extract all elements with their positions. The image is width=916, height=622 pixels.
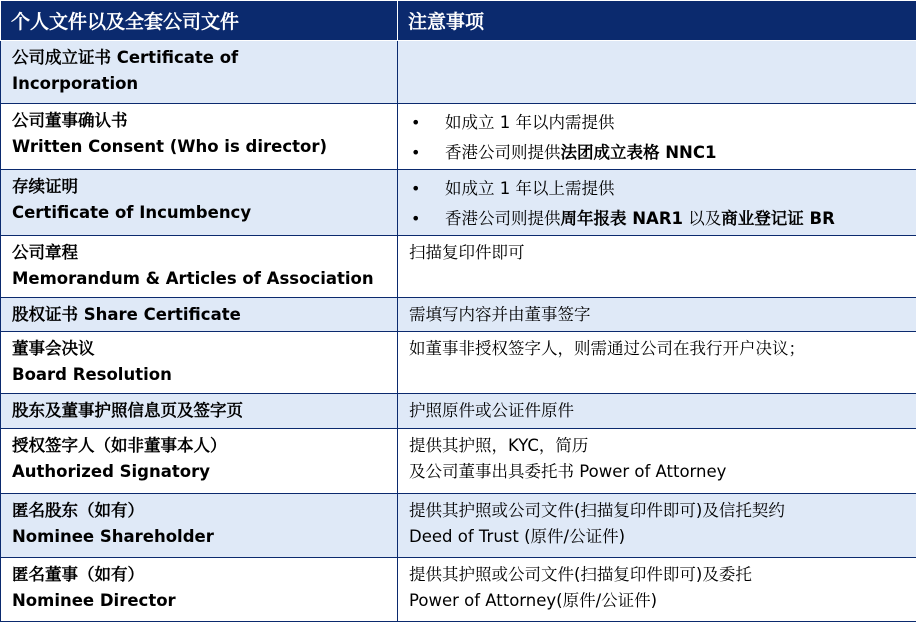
table-row xyxy=(1,494,916,558)
note-text: 护照原件或公证件原件 xyxy=(409,398,905,424)
document-name-en: Written Consent (Who is director) xyxy=(12,134,386,160)
document-name-en: Nominee Shareholder xyxy=(12,524,386,550)
note-text: Deed of Trust (原件/公证件) xyxy=(409,524,905,550)
document-name-en: Certificate of Incumbency xyxy=(12,200,386,226)
document-name: 授权签字人（如非董事本人） xyxy=(12,433,386,459)
note-cell xyxy=(398,494,916,558)
document-name: 公司成立证书 Certificate of xyxy=(12,45,386,71)
document-name: 股东及董事护照信息页及签字页 xyxy=(12,398,386,424)
document-name: 公司章程 xyxy=(12,240,386,266)
document-name: 匿名股东（如有） xyxy=(12,498,386,524)
document-cell xyxy=(1,170,398,236)
note-bullet-list xyxy=(409,108,905,168)
document-name: 公司董事确认书 xyxy=(12,108,386,134)
list-item: • 如成立 1 年以内需提供 xyxy=(409,108,905,138)
note-text: Power of Attorney(原件/公证件) xyxy=(409,588,905,614)
table-row xyxy=(1,558,916,622)
document-name-en: Memorandum & Articles of Association xyxy=(12,266,386,292)
note-text: 提供其护照，KYC，简历 xyxy=(409,433,905,459)
table-row xyxy=(1,394,916,429)
table-row xyxy=(1,41,916,104)
list-item: • 如成立 1 年以上需提供 xyxy=(409,174,905,204)
header-documents: 个人文件以及全套公司文件 xyxy=(1,1,398,41)
note-text: 如董事非授权签字人，则需通过公司在我行开户决议； xyxy=(409,336,905,362)
document-cell xyxy=(1,236,398,298)
note-cell xyxy=(398,170,916,236)
document-name: 董事会决议 xyxy=(12,336,386,362)
table-row xyxy=(1,236,916,298)
note-text: 提供其护照或公司文件(扫描复印件即可)及委托 xyxy=(409,562,905,588)
document-cell xyxy=(1,298,398,332)
note-text: 及公司董事出具委托书 Power of Attorney xyxy=(409,459,905,485)
table-header-row xyxy=(1,1,916,41)
table-row xyxy=(1,429,916,494)
document-cell xyxy=(1,429,398,494)
document-name: 匿名董事（如有） xyxy=(12,562,386,588)
table-row xyxy=(1,332,916,394)
note-cell xyxy=(398,236,916,298)
note-cell xyxy=(398,429,916,494)
document-name-en: Board Resolution xyxy=(12,362,386,388)
note-cell xyxy=(398,104,916,170)
table-row xyxy=(1,170,916,236)
document-cell xyxy=(1,394,398,429)
note-cell xyxy=(398,558,916,622)
document-name: 股权证书 Share Certificate xyxy=(12,302,386,328)
note-bullet-list xyxy=(409,174,905,234)
note-cell xyxy=(398,41,916,104)
note-cell xyxy=(398,332,916,394)
document-name-en: Authorized Signatory xyxy=(12,459,386,485)
document-name-en: Nominee Director xyxy=(12,588,386,614)
table-row xyxy=(1,298,916,332)
note-cell xyxy=(398,298,916,332)
document-cell xyxy=(1,332,398,394)
document-name: 存续证明 xyxy=(12,174,386,200)
note-text: 提供其护照或公司文件(扫描复印件即可)及信托契约 xyxy=(409,498,905,524)
note-text: 扫描复印件即可 xyxy=(409,240,905,266)
document-cell xyxy=(1,41,398,104)
note-text: 需填写内容并由董事签字 xyxy=(409,302,905,328)
document-cell xyxy=(1,494,398,558)
document-name-en: Incorporation xyxy=(12,71,386,97)
table-row xyxy=(1,104,916,170)
list-item: • 香港公司则提供法团成立表格 NNC1 xyxy=(409,138,905,168)
document-cell xyxy=(1,558,398,622)
header-notes: 注意事项 xyxy=(398,1,916,41)
list-item: • 香港公司则提供周年报表 NAR1 以及商业登记证 BR xyxy=(409,204,905,234)
document-cell xyxy=(1,104,398,170)
note-cell xyxy=(398,394,916,429)
